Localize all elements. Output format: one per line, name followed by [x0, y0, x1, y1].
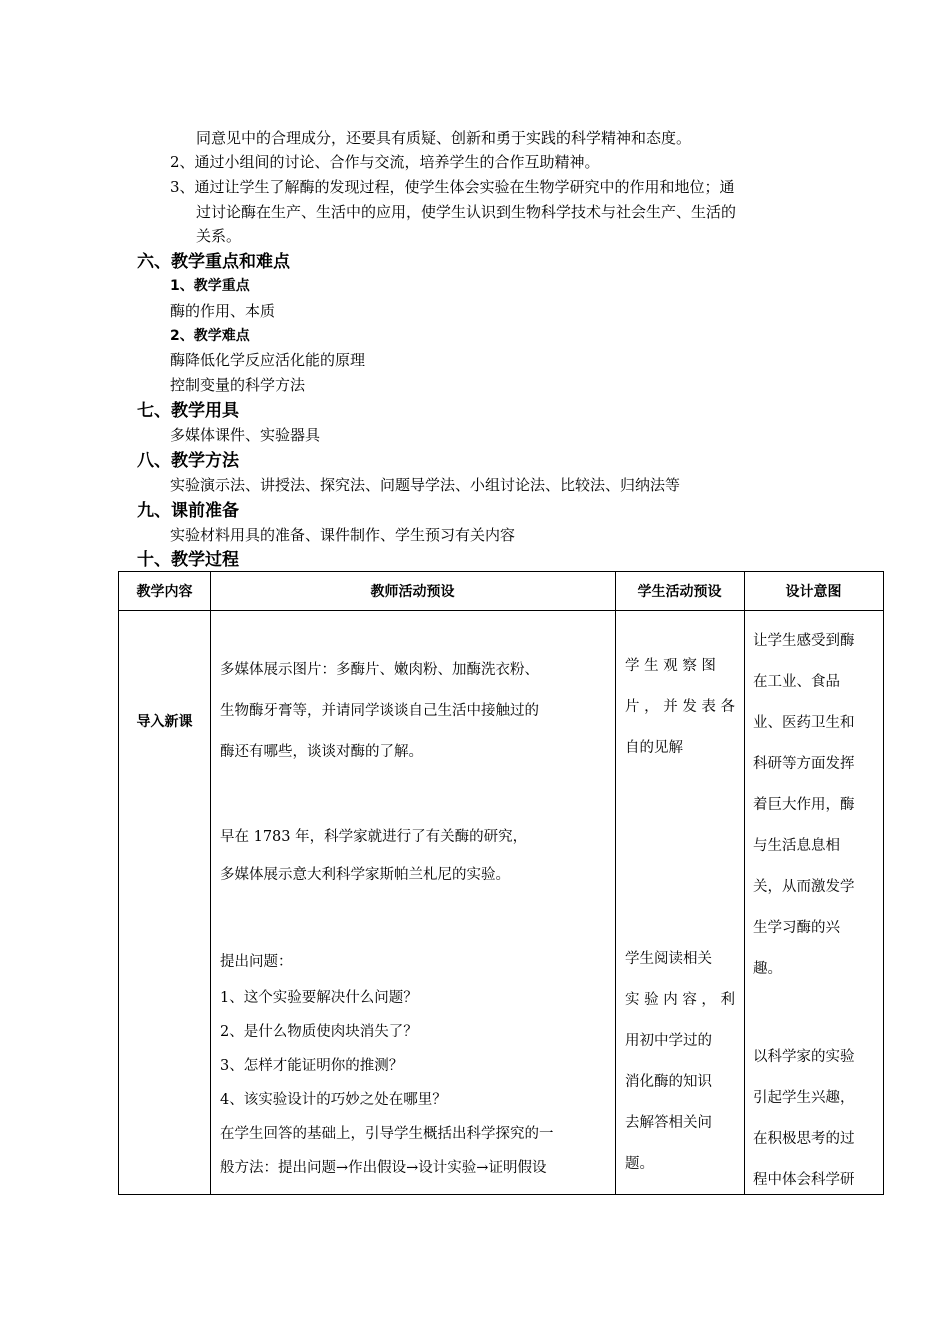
header-student-activity: 学生活动预设	[637, 584, 722, 600]
teacher-line: 提出问题：	[220, 954, 293, 970]
teacher-line: 在学生回答的基础上，引导学生概括出科学探究的一	[220, 1126, 554, 1142]
student-line: 片 ， 并 发 表 各	[625, 699, 736, 715]
intent-line: 程中体会科学研	[753, 1172, 855, 1188]
student-line: 学生阅读相关	[625, 951, 712, 967]
row-label-intro: 导入新课	[136, 714, 193, 730]
intent-line: 让学生感受到酶	[753, 633, 855, 649]
intent-line: 以科学家的实验	[753, 1049, 855, 1065]
student-line: 实 验 内 容 ， 利	[625, 992, 736, 1008]
key-points-text: 酶的作用、本质	[170, 302, 276, 320]
teacher-line: 1、这个实验要解决什么问题？	[220, 990, 418, 1006]
intent-line: 在工业、食品	[753, 674, 840, 690]
intent-line: 着巨大作用，酶	[753, 797, 855, 813]
teacher-line: 3、怎样才能证明你的推测？	[220, 1058, 404, 1074]
intent-line: 在积极思考的过	[753, 1131, 855, 1147]
teacher-line: 生物酶牙膏等，并请同学谈谈自己生活中接触过的	[220, 703, 539, 719]
intent-line: 引起学生兴趣，	[753, 1090, 855, 1106]
difficulty-line-2: 控制变量的科学方法	[170, 376, 306, 394]
section-heading-8: 八、教学方法	[137, 451, 239, 471]
teacher-line: 多媒体展示图片：多酶片、嫩肉粉、加酶洗衣粉、	[220, 662, 539, 678]
teaching-process-table	[118, 571, 884, 1195]
intent-line: 生学习酶的兴	[753, 920, 840, 936]
intent-line: 关，从而激发学	[753, 879, 855, 895]
section-heading-6: 六、教学重点和难点	[137, 252, 290, 272]
intro-line-1: 同意见中的合理成分，还要具有质疑、创新和勇于实践的科学精神和态度。	[196, 129, 692, 147]
intent-line: 与生活息息相	[753, 838, 840, 854]
intro-line-2: 2、通过小组间的讨论、合作与交流，培养学生的合作互助精神。	[170, 153, 600, 171]
header-teaching-content: 教学内容	[136, 584, 193, 600]
student-line: 题。	[625, 1156, 654, 1172]
student-line: 用初中学过的	[625, 1033, 712, 1049]
intro-line-4: 过讨论酶在生产、生活中的应用，使学生认识到生物科学技术与社会生产、生活的	[196, 203, 737, 221]
header-teacher-activity: 教师活动预设	[370, 584, 455, 600]
subheading-key-points: 1、教学重点	[170, 278, 250, 294]
section-7-text: 多媒体课件、实验器具	[170, 426, 321, 444]
student-line: 去解答相关问	[625, 1115, 712, 1131]
intro-line-3: 3、通过让学生了解酶的发现过程，使学生体会实验在生物学研究中的作用和地位；通	[170, 178, 735, 196]
section-heading-9: 九、课前准备	[137, 501, 239, 521]
table-divider	[615, 572, 616, 1194]
difficulty-line-1: 酶降低化学反应活化能的原理	[170, 351, 366, 369]
intro-line-5: 关系。	[196, 227, 242, 245]
student-line: 学 生 观 察 图	[625, 658, 716, 674]
table-divider	[210, 572, 211, 1194]
subheading-difficulties: 2、教学难点	[170, 328, 250, 344]
teacher-line: 早在 1783 年，科学家就进行了有关酶的研究，	[220, 829, 528, 845]
teacher-line: 4、该实验设计的巧妙之处在哪里？	[220, 1092, 447, 1108]
teacher-line: 般方法：提出问题→作出假设→设计实验→证明假设	[220, 1160, 547, 1176]
section-9-text: 实验材料用具的准备、课件制作、学生预习有关内容	[170, 526, 516, 544]
intent-line: 趣。	[753, 961, 782, 977]
intent-line: 科研等方面发挥	[753, 756, 855, 772]
teacher-line: 2、是什么物质使肉块消失了？	[220, 1024, 418, 1040]
header-design-intent: 设计意图	[785, 584, 842, 600]
table-header-divider	[119, 610, 883, 611]
teacher-line: 酶还有哪些，谈谈对酶的了解。	[220, 744, 423, 760]
student-line: 消化酶的知识	[625, 1074, 712, 1090]
intent-line: 业、医药卫生和	[753, 715, 855, 731]
teacher-line: 多媒体展示意大利科学家斯帕兰札尼的实验。	[220, 867, 510, 883]
section-8-text: 实验演示法、讲授法、探究法、问题导学法、小组讨论法、比较法、归纳法等	[170, 476, 681, 494]
section-heading-7: 七、教学用具	[137, 401, 239, 421]
section-heading-10: 十、教学过程	[137, 550, 239, 570]
table-divider	[744, 572, 745, 1194]
student-line: 自的见解	[625, 740, 683, 756]
